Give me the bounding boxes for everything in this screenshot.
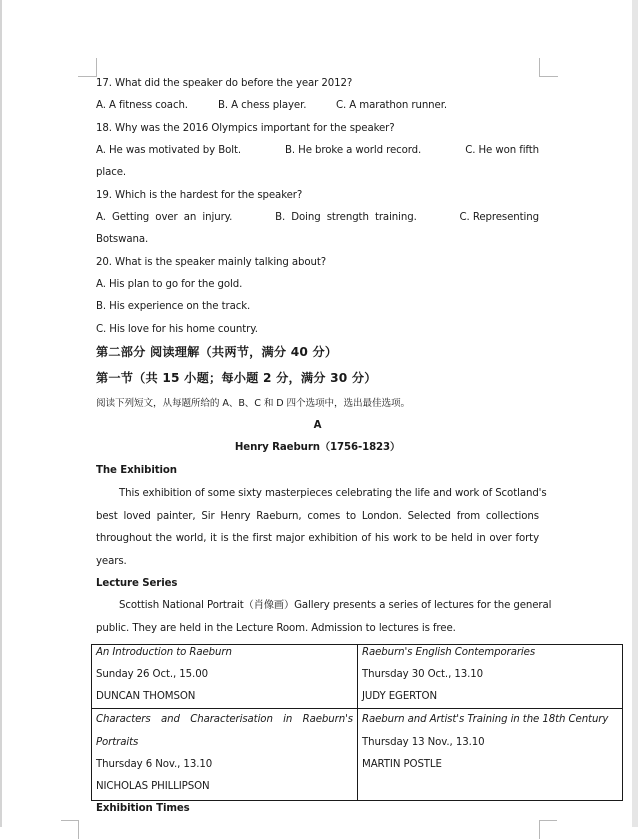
- section1-title: 第一节（共 15 小题；每小题 2 分，满分 30 分）: [96, 371, 377, 385]
- q20-option-c: C. His love for his home country.: [96, 324, 258, 335]
- lecture-3-speaker: NICHOLAS PHILLIPSON: [96, 781, 210, 792]
- passage-letter: A: [313, 420, 322, 431]
- margin-corner-mark-bottom-left: [61, 820, 79, 839]
- question-19: 19. Which is the hardest for the speaker?: [96, 190, 303, 201]
- lecture-4-time: Thursday 13 Nov., 13.10: [362, 737, 485, 748]
- question-17-options: [96, 99, 447, 113]
- margin-corner-mark-top-left: [78, 58, 97, 77]
- q18-option-a: A. He was motivated by Bolt.: [96, 145, 241, 156]
- lecture-3-title-word: Raeburn's: [302, 714, 353, 725]
- exhibition-heading: The Exhibition: [96, 465, 177, 476]
- exhibition-paragraph-line-2: best loved painter, Sir Henry Raeburn, comes to London. Selected from collections: [96, 511, 539, 522]
- page-left-edge: [0, 0, 2, 827]
- q18-option-c: C. He won fifth: [465, 145, 539, 156]
- lecture-3-title-line-1: [96, 713, 353, 727]
- q17-option-b: B. A chess player.: [218, 100, 307, 111]
- margin-corner-mark-top-right: [539, 58, 558, 77]
- lecture-table: [91, 644, 623, 801]
- lecture-2-speaker: JUDY EGERTON: [362, 691, 437, 702]
- lecture-paragraph-line-1: Scottish National Portrait（肖像画）Gallery presents a series of lectures for the general: [119, 600, 552, 611]
- vertical-scrollbar-track[interactable]: [632, 0, 638, 827]
- q20-option-a: A. His plan to go for the gold.: [96, 279, 243, 290]
- q19-option-c: C. Representing: [459, 212, 539, 223]
- lecture-3-title-line-2: Portraits: [96, 737, 139, 748]
- question-18: 18. Why was the 2016 Olympics important for the speaker?: [96, 123, 395, 134]
- exhibition-paragraph-line-3: throughout the world, it is the first major exhibition of his work to be held in over forty: [96, 533, 539, 544]
- lecture-paragraph-line-2: public. They are held in the Lecture Room. Admission to lectures is free.: [96, 623, 456, 634]
- passage-title: Henry Raeburn（1756-1823）: [234, 442, 401, 453]
- table-row-divider: [92, 708, 622, 709]
- exhibition-paragraph-line-4: years.: [96, 556, 127, 567]
- lecture-3-time: Thursday 6 Nov., 13.10: [96, 759, 213, 770]
- lecture-3-title-word: Characters: [96, 714, 151, 725]
- reading-instruction: 阅读下列短文，从每题所给的 A、B、C 和 D 四个选项中，选出最佳选项。: [96, 398, 410, 409]
- lecture-4-title: Raeburn and Artist's Training in the 18th Century: [362, 714, 609, 725]
- q17-option-c: C. A marathon runner.: [336, 100, 447, 111]
- question-17: 17. What did the speaker do before the year 2012?: [96, 78, 353, 89]
- q17-option-a: A. A fitness coach.: [96, 100, 188, 111]
- question-18-option-c-wrap: place.: [96, 167, 127, 178]
- q19-option-a: A. Getting over an injury.: [96, 212, 233, 223]
- part2-title: 第二部分 阅读理解（共两节，满分 40 分）: [96, 345, 338, 359]
- question-18-options: [96, 144, 539, 158]
- question-19-option-c-wrap: Botswana.: [96, 234, 149, 245]
- lecture-2-time: Thursday 30 Oct., 13.10: [362, 669, 484, 680]
- lecture-3-title-word: and: [160, 714, 180, 725]
- q20-option-b: B. His experience on the track.: [96, 301, 251, 312]
- lecture-series-heading: Lecture Series: [96, 578, 178, 589]
- lecture-1-speaker: DUNCAN THOMSON: [96, 691, 196, 702]
- lecture-2-title: Raeburn's English Contemporaries: [362, 647, 536, 658]
- lecture-1-title: An Introduction to Raeburn: [96, 647, 232, 658]
- exhibition-times-heading: Exhibition Times: [96, 803, 190, 814]
- margin-corner-mark-bottom-right: [539, 820, 557, 839]
- q19-option-b: B. Doing strength training.: [275, 212, 417, 223]
- lecture-3-title-word: in: [283, 714, 293, 725]
- question-19-options: [96, 211, 539, 225]
- exhibition-paragraph-line-1: This exhibition of some sixty masterpieces celebrating the life and work of Scotland's: [119, 488, 547, 499]
- lecture-1-time: Sunday 26 Oct., 15.00: [96, 669, 208, 680]
- question-20: 20. What is the speaker mainly talking about?: [96, 257, 327, 268]
- q18-option-b: B. He broke a world record.: [285, 145, 422, 156]
- table-column-divider: [357, 645, 358, 800]
- lecture-3-title-word: Characterisation: [190, 714, 273, 725]
- lecture-4-speaker: MARTIN POSTLE: [362, 759, 442, 770]
